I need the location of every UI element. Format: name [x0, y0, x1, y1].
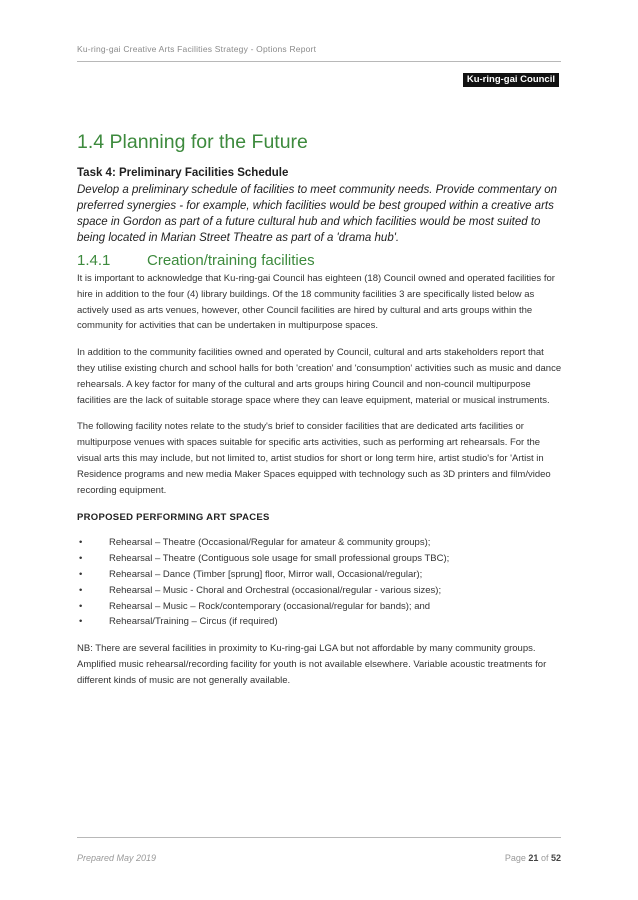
- paragraph: It is important to acknowledge that Ku-ring-gai Council has eighteen (18) Council owned and operated facilities for hire in addition to the four (4) library buildings. Of the 18 community facilities 3 are specifically listed below as actively used as arts venues, however, other Council facilities are hired by cultural and arts groups within the community for activities that can be undertaken in multipurpose spaces.: [77, 273, 555, 332]
- list-item-text: Rehearsal – Dance (Timber [sprung] floor, Mirror wall, Occasional/regular);: [109, 568, 423, 580]
- list-item: [77, 551, 563, 567]
- subsection-title: Creation/training facilities: [147, 252, 315, 269]
- bullet-icon: •: [79, 584, 83, 596]
- bullet-icon: •: [79, 568, 83, 580]
- list-item-text: Rehearsal/Training – Circus (if required): [109, 616, 278, 628]
- list-item: [77, 567, 563, 583]
- prepared-date: Prepared May 2019: [77, 853, 157, 863]
- page-of-label: of: [540, 853, 549, 863]
- paragraph: In addition to the community facilities owned and operated by Council, cultural and arts stakeholders report that they utilise existing church and school halls for both 'creation' and 'consumption' activities such as music and dance rehearsals. A key factor for many of the cultural and arts groups hiring Council and non-council multipurpose facilities are the lack of suitable storage space where they can leave equipment, material or musical instruments.: [77, 347, 562, 406]
- list-item: [77, 535, 563, 551]
- page-label: Page: [504, 853, 526, 863]
- list-item-text: Rehearsal – Theatre (Occasional/Regular for amateur & community groups);: [109, 537, 431, 549]
- council-badge: Ku-ring-gai Council: [463, 73, 559, 87]
- subsection-number: 1.4.1: [77, 252, 111, 269]
- list-item-text: Rehearsal – Theatre (Contiguous sole usage for small professional groups TBC);: [109, 553, 450, 565]
- bullet-icon: •: [79, 600, 83, 612]
- list-item: [77, 614, 563, 630]
- subsection-heading: [77, 252, 563, 270]
- page-number: [505, 853, 561, 863]
- list-item-text: Rehearsal – Music – Rock/contemporary (occasional/regular for bands); and: [109, 600, 431, 612]
- bullet-icon: •: [79, 616, 83, 628]
- list-item: [77, 583, 563, 599]
- list-item: [77, 599, 563, 615]
- note-paragraph: NB: There are several facilities in proximity to Ku-ring-gai LGA but not affordable by many community groups. Amplified music rehearsal/recording facility for youth is not available elsewhere. Variable acoustic treatments for different kinds of music are not generally available.: [77, 643, 547, 686]
- page-total: 52: [550, 853, 561, 863]
- document-header-title: Ku-ring-gai Creative Arts Facilities Strategy - Options Report: [77, 44, 317, 54]
- performing-spaces-list: [77, 535, 563, 630]
- task-title: Task 4: Preliminary Facilities Schedule: [77, 167, 289, 179]
- bullet-icon: •: [79, 553, 83, 565]
- task-description: Develop a preliminary schedule of facilities to meet community needs. Provide commentary on preferred synergies - for example, which facilities would be best grouped within a creative arts space in Gordon as part of a future cultural hub and which facilities would be most suited to being located in Marian Street Theatre as part of a 'drama hub'.: [77, 184, 558, 244]
- list-heading: PROPOSED PERFORMING ART SPACES: [77, 512, 270, 524]
- paragraph: The following facility notes relate to the study's brief to consider facilities that are dedicated arts facilities or multipurpose venues with spaces suitable for specific arts activities, such as performing art rehearsals. For the visual arts this may include, but not limited to, artist studios for short or long term hire, artist studio's for 'Artist in Residence programs and new media Maker Spaces equipped with technology such as 3D printers and film/video recording equipment.: [77, 421, 551, 496]
- footer-divider: [77, 837, 561, 838]
- bullet-icon: •: [79, 537, 83, 549]
- section-heading: 1.4 Planning for the Future: [77, 131, 308, 153]
- page-current: 21: [528, 853, 539, 863]
- list-item-text: Rehearsal – Music - Choral and Orchestral (occasional/regular - various sizes);: [109, 584, 442, 596]
- page-body: [77, 130, 563, 689]
- header-divider: [77, 61, 561, 62]
